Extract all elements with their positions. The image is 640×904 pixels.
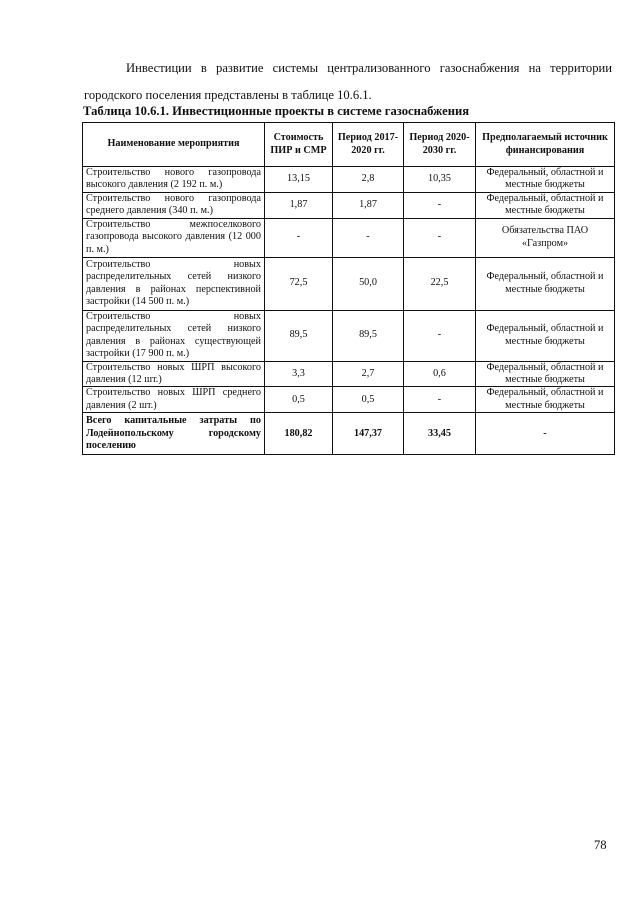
table-caption: Таблица 10.6.1. Инвестиционные проекты в системе газоснабжения	[83, 104, 470, 118]
table-row	[83, 257, 615, 310]
row-period-2: -	[404, 218, 476, 257]
row-cost: 72,5	[265, 257, 333, 310]
table-header-row	[83, 123, 615, 167]
page-number: 78	[594, 838, 607, 852]
total-source: -	[476, 413, 615, 455]
table-row	[83, 167, 615, 193]
row-period-2: -	[404, 387, 476, 413]
row-cost: 1,87	[265, 192, 333, 218]
row-source: Федеральный, областной и местные бюджеты	[476, 310, 615, 361]
row-source: Федеральный, областной и местные бюджеты	[476, 192, 615, 218]
table-row	[83, 387, 615, 413]
total-cost: 180,82	[265, 413, 333, 455]
row-cost: 3,3	[265, 361, 333, 387]
row-period-1: 0,5	[333, 387, 404, 413]
row-cost: -	[265, 218, 333, 257]
row-source: Обязательства ПАО «Газпром»	[476, 218, 615, 257]
row-name: Строительство нового газопровода среднего давления (340 п. м.)	[83, 192, 265, 218]
row-name: Строительство нового газопровода высокого давления (2 192 п. м.)	[83, 167, 265, 193]
row-period-2: 10,35	[404, 167, 476, 193]
row-source: Федеральный, областной и местные бюджеты	[476, 257, 615, 310]
row-name: Строительство новых ШРП высокого давления (12 шт.)	[83, 361, 265, 387]
header-period-2: Период 2020-2030 гг.	[404, 123, 476, 167]
header-name: Наименование мероприятия	[83, 123, 265, 167]
row-period-1: -	[333, 218, 404, 257]
intro-line-1: Инвестиции в развитие системы централизованного газоснабжения на территории	[126, 61, 612, 75]
header-period-1: Период 2017-2020 гг.	[333, 123, 404, 167]
row-period-2: -	[404, 310, 476, 361]
total-name: Всего капитальные затраты по Лодейнопольскому городскому поселению	[83, 413, 265, 455]
row-period-1: 50,0	[333, 257, 404, 310]
row-cost: 13,15	[265, 167, 333, 193]
row-period-2: -	[404, 192, 476, 218]
row-cost: 89,5	[265, 310, 333, 361]
investment-table	[82, 122, 615, 455]
table-total-row	[83, 413, 615, 455]
intro-paragraph	[84, 55, 612, 109]
header-cost: Стоимость ПИР и СМР	[265, 123, 333, 167]
row-period-2: 0,6	[404, 361, 476, 387]
row-name: Строительство новых распределительных сетей низкого давления в районах перспективной застройки (14 500 п. м.)	[83, 257, 265, 310]
row-name: Строительство новых распределительных сетей низкого давления в районах существующей застройки (17 900 п. м.)	[83, 310, 265, 361]
row-period-1: 1,87	[333, 192, 404, 218]
row-source: Федеральный, областной и местные бюджеты	[476, 361, 615, 387]
intro-line-2: городского поселения представлены в таблице 10.6.1.	[84, 88, 372, 102]
header-source: Предполагаемый источник финансирования	[476, 123, 615, 167]
total-period-1: 147,37	[333, 413, 404, 455]
row-period-2: 22,5	[404, 257, 476, 310]
row-period-1: 89,5	[333, 310, 404, 361]
table-row	[83, 218, 615, 257]
table-row	[83, 192, 615, 218]
row-source: Федеральный, областной и местные бюджеты	[476, 387, 615, 413]
row-period-1: 2,8	[333, 167, 404, 193]
row-period-1: 2,7	[333, 361, 404, 387]
table-row	[83, 361, 615, 387]
row-name: Строительство межпоселкового газопровода высокого давления (12 000 п. м.)	[83, 218, 265, 257]
row-source: Федеральный, областной и местные бюджеты	[476, 167, 615, 193]
table-row	[83, 310, 615, 361]
row-cost: 0,5	[265, 387, 333, 413]
total-period-2: 33,45	[404, 413, 476, 455]
row-name: Строительство новых ШРП среднего давления (2 шт.)	[83, 387, 265, 413]
